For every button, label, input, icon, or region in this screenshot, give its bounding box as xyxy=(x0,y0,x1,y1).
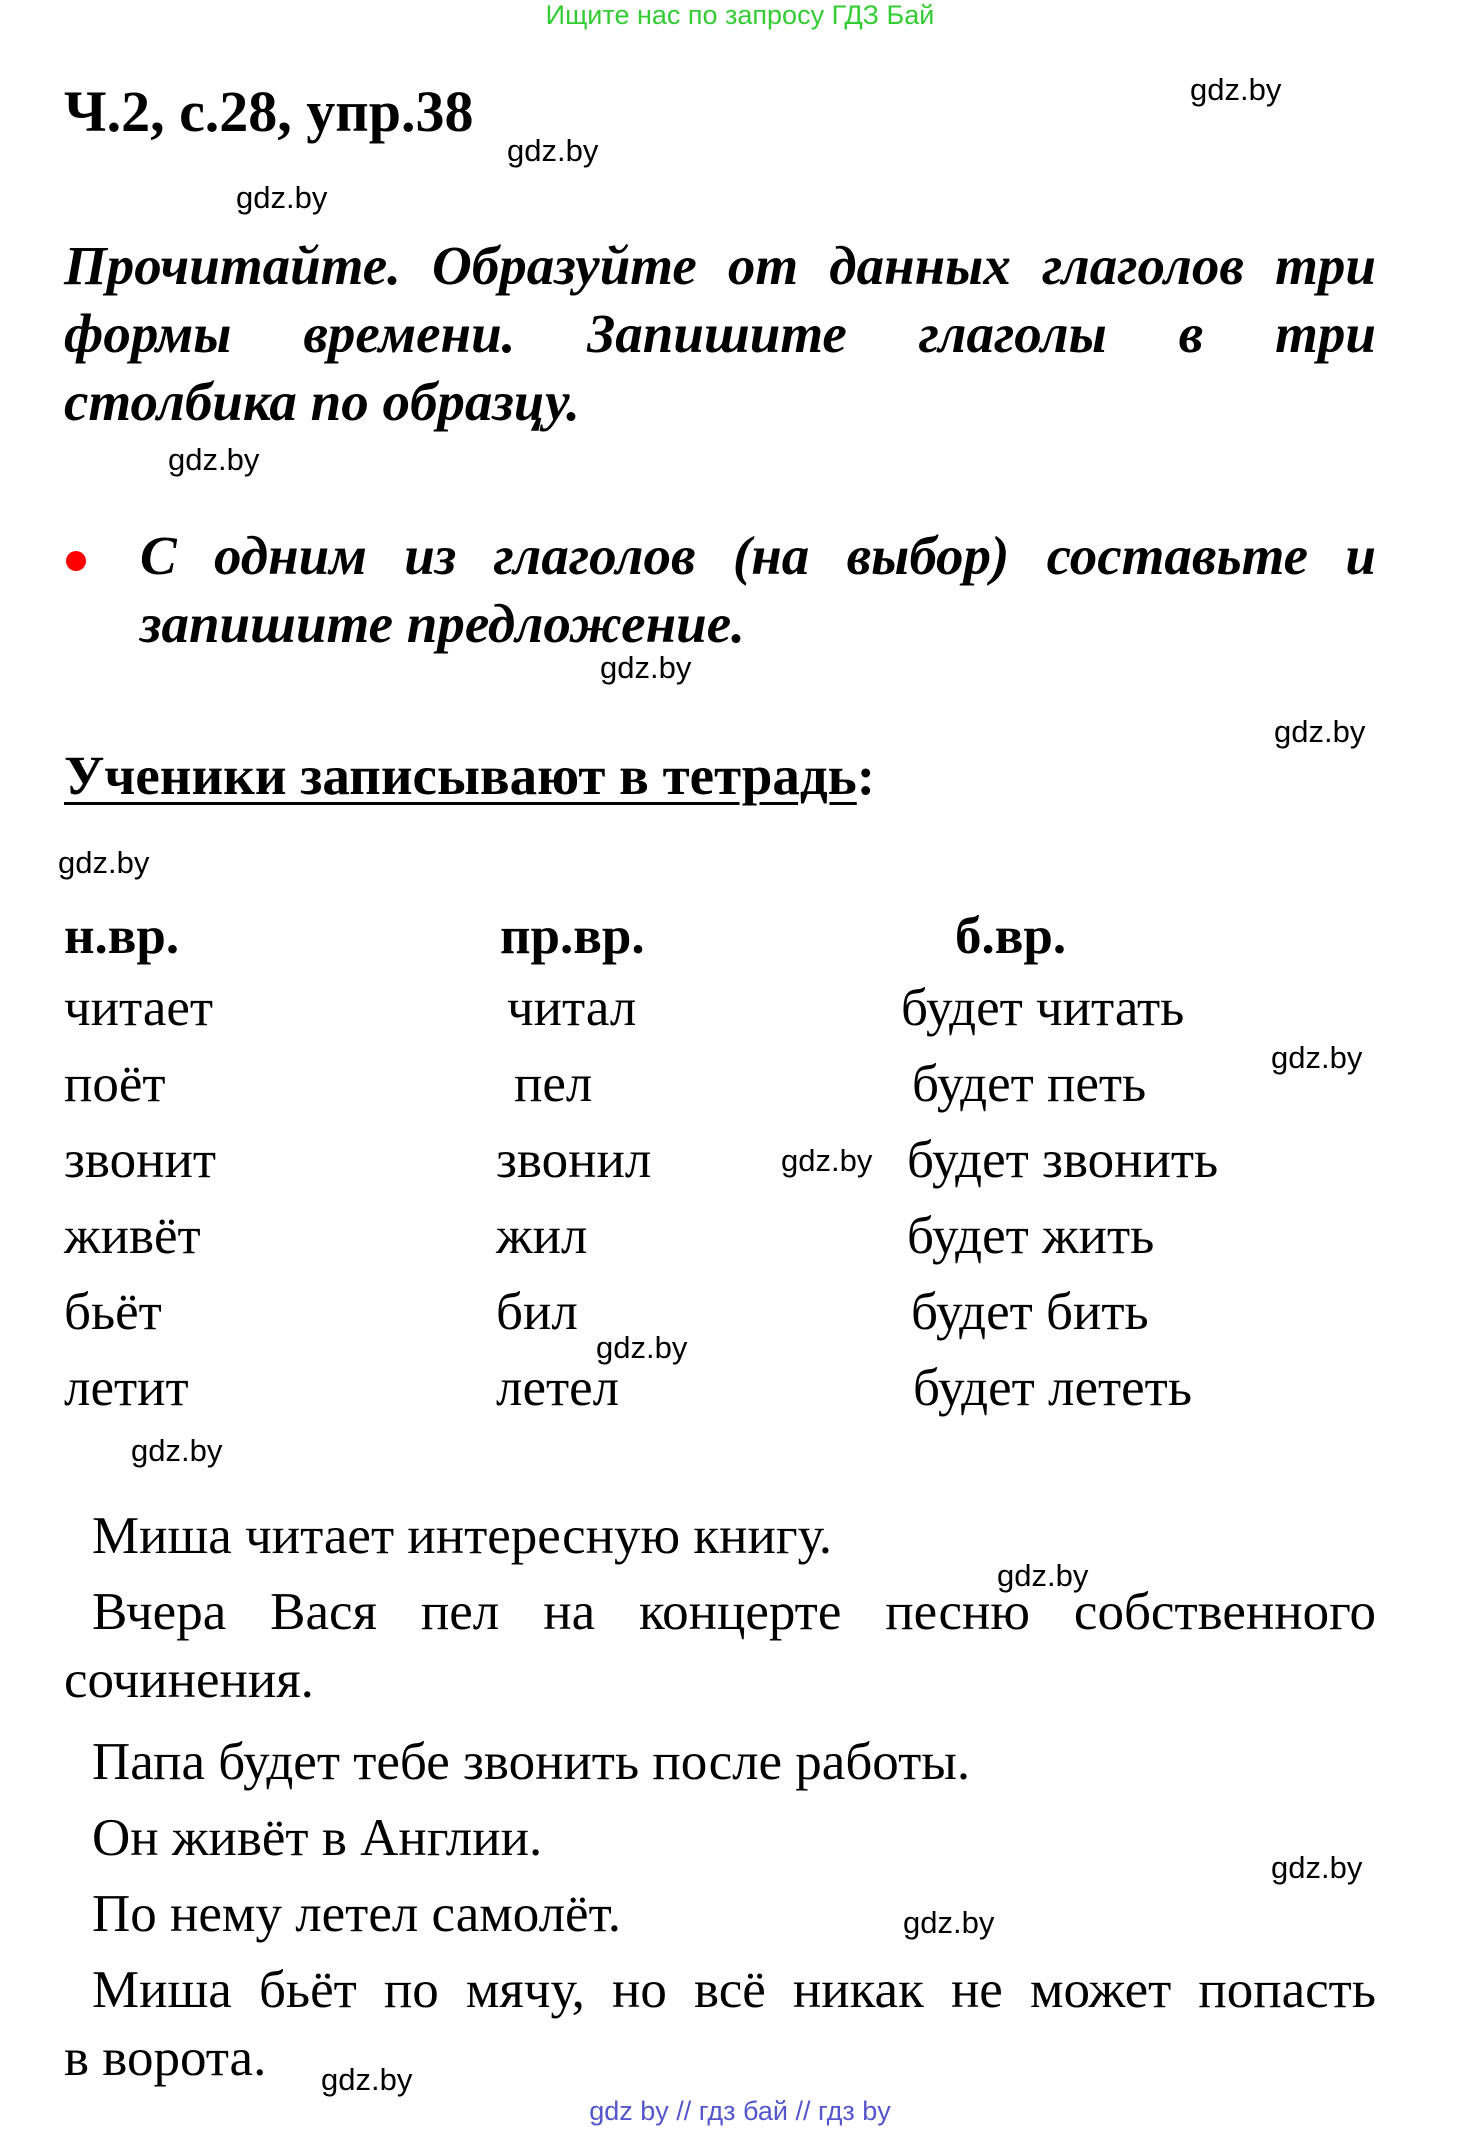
instruction-line: Прочитайте. Образуйте от данных глаголов три xyxy=(64,235,1376,296)
section-heading xyxy=(64,744,875,807)
sentence: сочинения. xyxy=(64,1651,314,1709)
sentence: Миша бьёт по мячу, но всё никак не может попасть xyxy=(92,1961,1376,2019)
watermark: gdz.by xyxy=(236,180,328,215)
watermark: gdz.by xyxy=(321,2062,413,2097)
watermark: gdz.by xyxy=(997,1558,1089,1593)
watermark: gdz.by xyxy=(596,1330,688,1365)
verb-past: пел xyxy=(514,1055,593,1113)
verb-past: звонил xyxy=(496,1131,652,1189)
verb-past: бил xyxy=(496,1283,578,1341)
verb-present: звонит xyxy=(64,1131,216,1189)
verb-present: читает xyxy=(64,979,214,1037)
verb-future: будет петь xyxy=(912,1055,1147,1113)
sentence: По нему летел самолёт. xyxy=(92,1885,621,1943)
watermark: gdz.by xyxy=(1271,1850,1363,1885)
watermark: gdz.by xyxy=(1190,72,1282,107)
column-header-present: н.вр. xyxy=(64,907,180,965)
sentence: Миша читает интересную книгу. xyxy=(92,1507,833,1565)
sentence: Вчера Вася пел на концерте песню собственного xyxy=(92,1583,1376,1641)
verb-past: жил xyxy=(496,1207,588,1265)
watermark: gdz.by xyxy=(131,1433,223,1468)
watermark: gdz.by xyxy=(168,442,260,477)
watermark: gdz.by xyxy=(507,133,599,168)
section-heading-text: Ученики записывают в тетрадь xyxy=(64,745,857,806)
section-heading-colon: : xyxy=(856,745,876,806)
watermark: gdz.by xyxy=(781,1143,873,1178)
verb-future: будет звонить xyxy=(907,1131,1219,1189)
watermark: gdz.by xyxy=(1274,714,1366,749)
sentence: в ворота. xyxy=(64,2029,267,2087)
task-line: запишите предложение. xyxy=(140,593,745,654)
watermark: gdz.by xyxy=(903,1905,995,1940)
column-header-past: пр.вр. xyxy=(500,907,645,965)
watermark: gdz.by xyxy=(600,650,692,685)
instruction-line: формы времени. Запишите глаголы в три xyxy=(64,303,1376,364)
column-header-future: б.вр. xyxy=(955,907,1067,965)
verb-future: будет бить xyxy=(911,1283,1149,1341)
footer: gdz by // гдз бай // гдз by xyxy=(589,2096,891,2126)
verb-past: читал xyxy=(507,979,637,1037)
sentence: Он живёт в Англии. xyxy=(92,1809,543,1867)
verb-present: живёт xyxy=(64,1207,201,1265)
top-banner: Ищите нас по запросу ГДЗ Бай xyxy=(545,0,935,30)
watermark: gdz.by xyxy=(58,845,150,880)
verb-past: летел xyxy=(496,1359,620,1417)
watermark: gdz.by xyxy=(1271,1040,1363,1075)
verb-present: бьёт xyxy=(64,1283,162,1341)
page-title: Ч.2, с.28, упр.38 xyxy=(64,79,474,144)
sentence: Папа будет тебе звонить после работы. xyxy=(92,1733,971,1791)
verb-future: будет лететь xyxy=(913,1359,1193,1417)
verb-future: будет читать xyxy=(901,979,1185,1037)
bullet-icon xyxy=(66,551,86,571)
task-line: С одним из глаголов (на выбор) составьте и xyxy=(140,525,1376,586)
instruction-line: столбика по образцу. xyxy=(64,371,580,432)
verb-future: будет жить xyxy=(907,1207,1155,1265)
verb-present: поёт xyxy=(64,1055,166,1113)
verb-present: летит xyxy=(64,1359,189,1417)
